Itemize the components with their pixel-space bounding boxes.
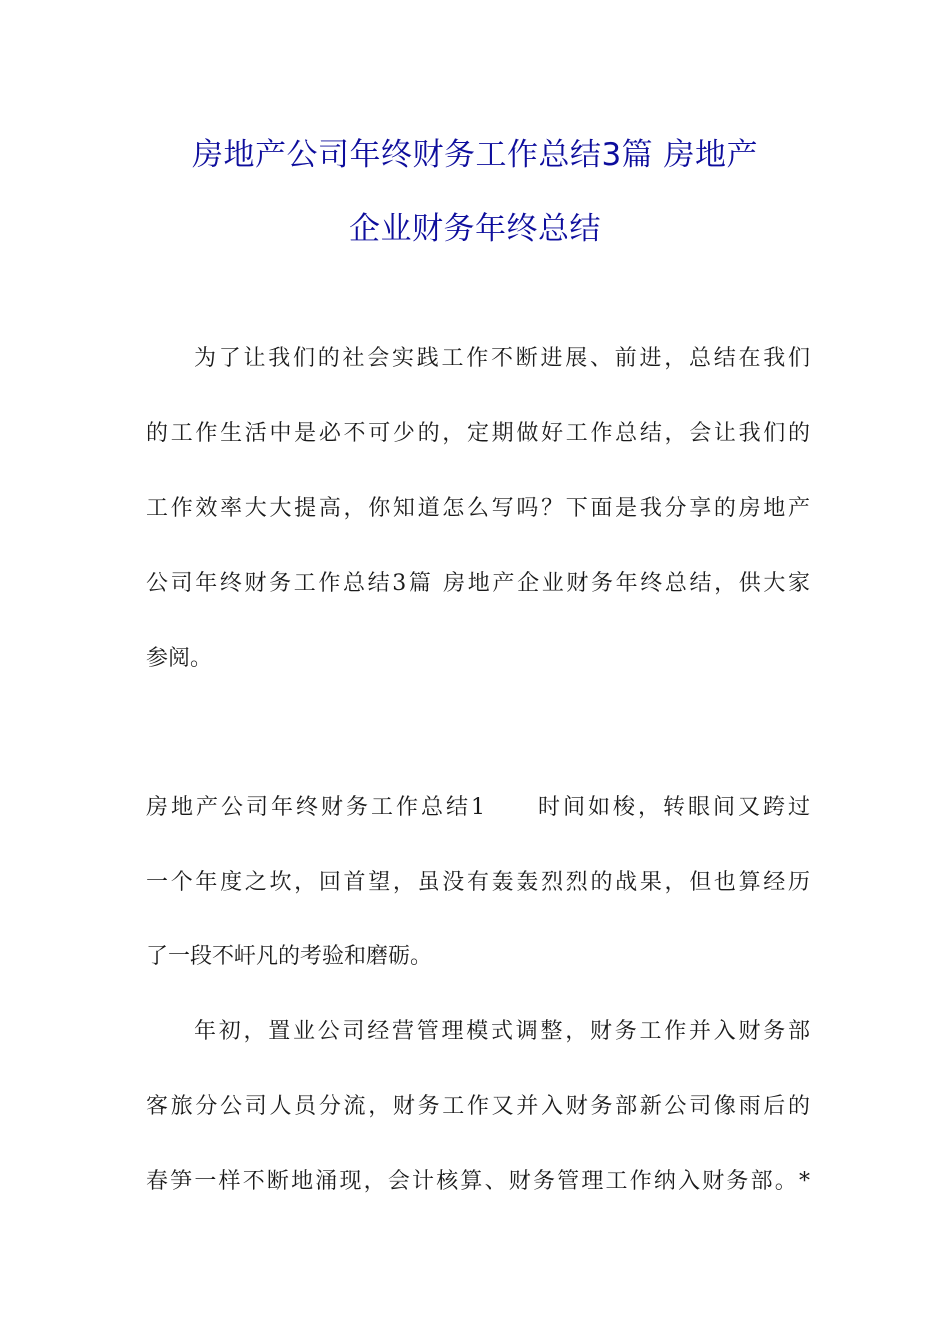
- para2-line-1: 年初，置业公司经营管理模式调整，财务工作并入财务部: [194, 1019, 810, 1044]
- document-title-line-1: 房地产公司年终财务工作总结3篇 房地产: [191, 137, 759, 173]
- section1-line-3: 了一段不屽凡的考验和磨砺。: [146, 944, 433, 969]
- intro-line-2: 的工作生活中是必不可少的，定期做好工作总结，会让我们的: [146, 421, 810, 446]
- intro-line-1: 为了让我们的社会实践工作不断进展、前进，总结在我们: [194, 346, 810, 371]
- para2-line-3: 春笋一样不断地涌现，会计核算、财务管理工作纳入财务部。*: [146, 1169, 810, 1194]
- intro-line-4: 公司年终财务工作总结3篇 房地产企业财务年终总结，供大家: [146, 571, 810, 596]
- section1-line-1: 房地产公司年终财务工作总结1 时间如梭，转眼间又跨过: [146, 795, 810, 820]
- document-title-line-2: 企业财务年终总结: [349, 211, 601, 247]
- intro-line-3: 工作效率大大提高，你知道怎么写吗？下面是我分享的房地产: [146, 496, 810, 521]
- para2-line-2: 客旅分公司人员分流，财务工作又并入财务部新公司像雨后的: [146, 1094, 810, 1119]
- section1-line-2: 一个年度之坎，回首望，虽没有轰轰烈烈的战果，但也算经历: [146, 870, 810, 895]
- intro-line-5: 参阅。: [146, 646, 213, 671]
